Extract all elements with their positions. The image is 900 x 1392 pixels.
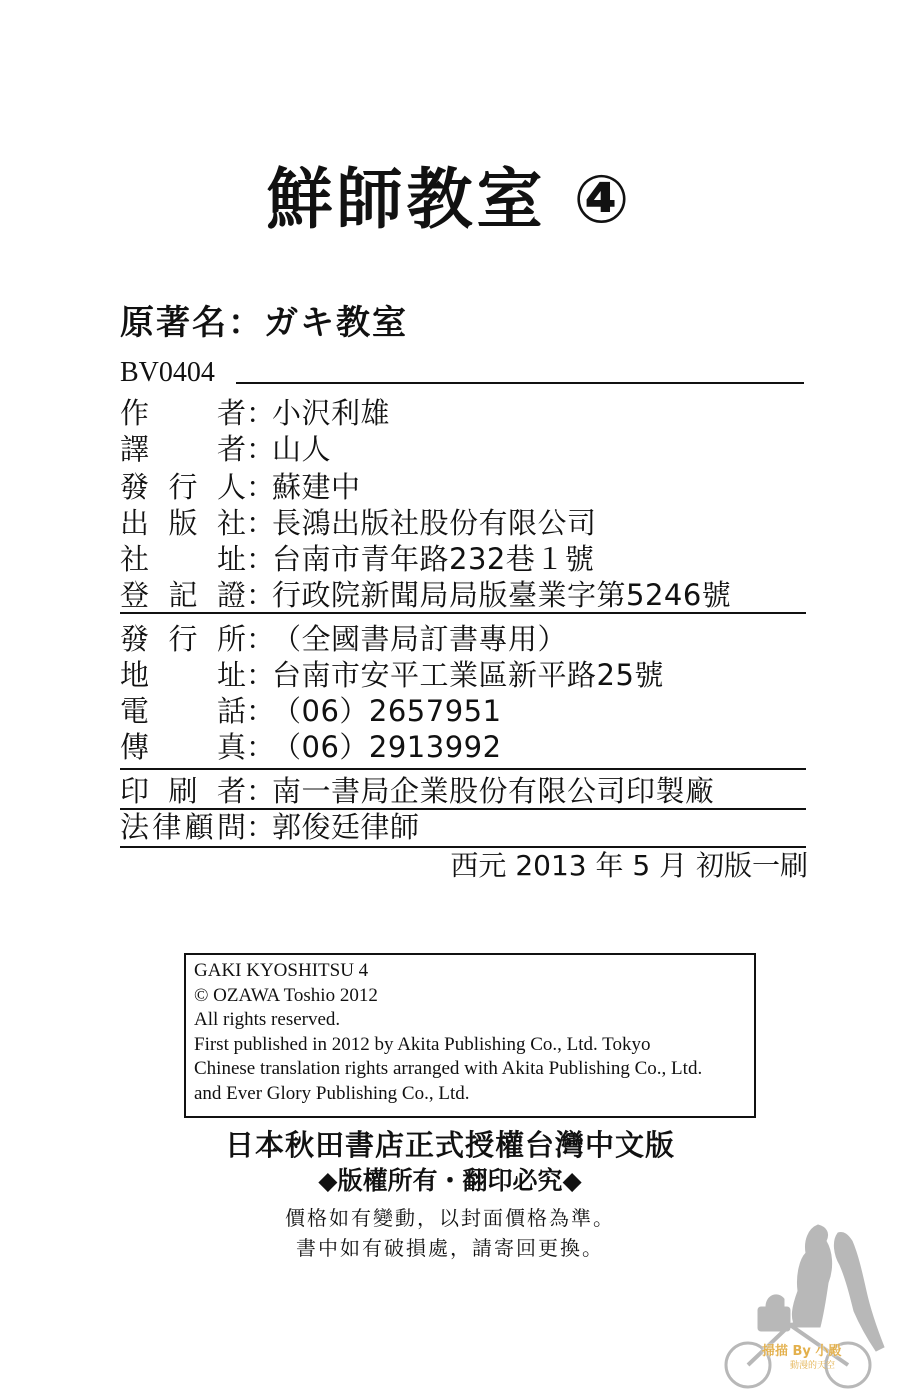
credit-colon: ： <box>246 432 276 466</box>
credit-colon: ： <box>246 470 276 504</box>
copyright-line: and Ever Glory Publishing Co., Ltd. <box>194 1082 470 1104</box>
credit-colon: ： <box>246 622 276 656</box>
credit-colon: ： <box>246 658 276 692</box>
credit-value: 台南市青年路232巷１號 <box>272 542 595 576</box>
credit-row <box>120 656 664 694</box>
credit-label-char: 電 <box>120 694 150 728</box>
rights-statement: ◆版權所有・翻印必究◆ <box>318 1166 582 1195</box>
watermark-subtext: 動漫的天空 <box>790 1361 836 1371</box>
credit-label-char: 法 <box>120 810 150 844</box>
authorization-statement: 日本秋田書店正式授權台灣中文版 <box>224 1128 675 1162</box>
credit-label <box>120 656 246 694</box>
credit-row <box>120 772 715 810</box>
credit-row <box>120 808 420 846</box>
code-rule <box>236 382 804 384</box>
divider-3 <box>120 808 806 810</box>
credit-label <box>120 504 246 542</box>
credit-row <box>120 394 390 432</box>
credit-label-char: 址 <box>216 658 246 692</box>
credit-label-char: 話 <box>216 694 246 728</box>
credit-colon: ： <box>246 694 276 728</box>
credit-colon: ： <box>246 542 276 576</box>
credit-value: 行政院新聞局局版臺業字第5246號 <box>272 578 732 612</box>
credit-row <box>120 540 594 578</box>
watermark-text: 掃描 By 小殿 <box>762 1344 842 1359</box>
credit-label <box>120 540 246 578</box>
credit-label-char: 刷 <box>168 774 198 808</box>
credit-label-char: 印 <box>120 774 150 808</box>
copyright-line: First published in 2012 by Akita Publishing Co., Ltd. Tokyo <box>194 1033 651 1055</box>
credit-label <box>120 772 246 810</box>
credit-label-char: 所 <box>216 622 246 656</box>
credit-label <box>120 394 246 432</box>
credit-value: 長鴻出版社股份有限公司 <box>272 506 597 540</box>
divider-2 <box>120 768 806 770</box>
credit-colon: ： <box>246 578 276 612</box>
credit-label-char: 記 <box>168 578 198 612</box>
copyright-line: GAKI KYOSHITSU 4 <box>194 960 369 981</box>
credit-label <box>120 576 246 614</box>
credit-label-char: 律 <box>152 810 182 844</box>
credit-value: （06）2913992 <box>272 730 502 764</box>
credit-label-char: 者 <box>216 396 246 430</box>
credit-row <box>120 620 567 658</box>
credit-row <box>120 468 361 506</box>
credit-label-char: 行 <box>168 622 198 656</box>
credit-label-char: 顧 <box>184 810 214 844</box>
credit-label-char: 地 <box>120 658 150 692</box>
divider-1 <box>120 612 806 614</box>
credit-label-char: 譯 <box>120 432 150 466</box>
credit-colon: ： <box>246 774 276 808</box>
credit-label <box>120 808 246 846</box>
credit-value: （全國書局訂書專用） <box>272 622 568 656</box>
credit-label-char: 出 <box>120 506 150 540</box>
copyright-line: Chinese translation rights arranged with Akita Publishing Co., Ltd. <box>194 1058 703 1080</box>
credit-value: 郭俊廷律師 <box>272 810 420 844</box>
copyright-line: All rights reserved. <box>194 1009 341 1031</box>
credit-label-char: 者 <box>216 774 246 808</box>
credit-value: 台南市安平工業區新平路25號 <box>272 658 664 692</box>
credit-value: （06）2657951 <box>272 694 502 728</box>
book-code: BV0404 <box>120 357 215 388</box>
edition-date: 西元 2013 年 5 月 初版一刷 <box>450 849 808 882</box>
credit-row <box>120 692 502 730</box>
credit-label <box>120 430 246 468</box>
credit-label-char: 版 <box>168 506 198 540</box>
credit-label-char: 行 <box>168 470 198 504</box>
credit-label <box>120 620 246 658</box>
credit-label-char: 人 <box>216 470 246 504</box>
damage-notice: 書中如有破損處，請寄回更換。 <box>296 1236 604 1260</box>
credit-label-char: 傳 <box>120 730 150 764</box>
credit-label-char: 社 <box>120 542 150 576</box>
credit-label <box>120 692 246 730</box>
credit-label-char: 發 <box>120 622 150 656</box>
credit-value: 小沢利雄 <box>272 396 391 430</box>
credit-label-char: 真 <box>216 730 246 764</box>
credit-colon: ： <box>246 396 276 430</box>
credit-row <box>120 504 597 542</box>
price-notice: 價格如有變動，以封面價格為準。 <box>285 1206 615 1230</box>
credit-label-char: 問 <box>216 810 246 844</box>
credit-label <box>120 728 246 766</box>
credit-label <box>120 468 246 506</box>
credit-label-char: 作 <box>120 396 150 430</box>
credit-value: 山人 <box>272 432 332 466</box>
copyright-box <box>184 953 756 1118</box>
credit-row <box>120 576 731 614</box>
credit-colon: ： <box>246 810 276 844</box>
credit-label-char: 登 <box>120 578 150 612</box>
credit-label-char: 者 <box>216 432 246 466</box>
credit-value: 蘇建中 <box>272 470 361 504</box>
credit-label-char: 址 <box>216 542 246 576</box>
credit-colon: ： <box>246 730 276 764</box>
credit-label-char: 發 <box>120 470 150 504</box>
book-title: 鮮師教室 ④ <box>266 161 634 238</box>
credit-row <box>120 430 331 468</box>
original-title: 原著名：ガキ教室 <box>120 303 408 343</box>
credit-value: 南一書局企業股份有限公司印製廠 <box>272 774 715 808</box>
credit-colon: ： <box>246 506 276 540</box>
credit-label-char: 證 <box>216 578 246 612</box>
copyright-line: © OZAWA Toshio 2012 <box>194 984 378 1006</box>
credit-label-char: 社 <box>216 506 246 540</box>
credit-row <box>120 728 502 766</box>
